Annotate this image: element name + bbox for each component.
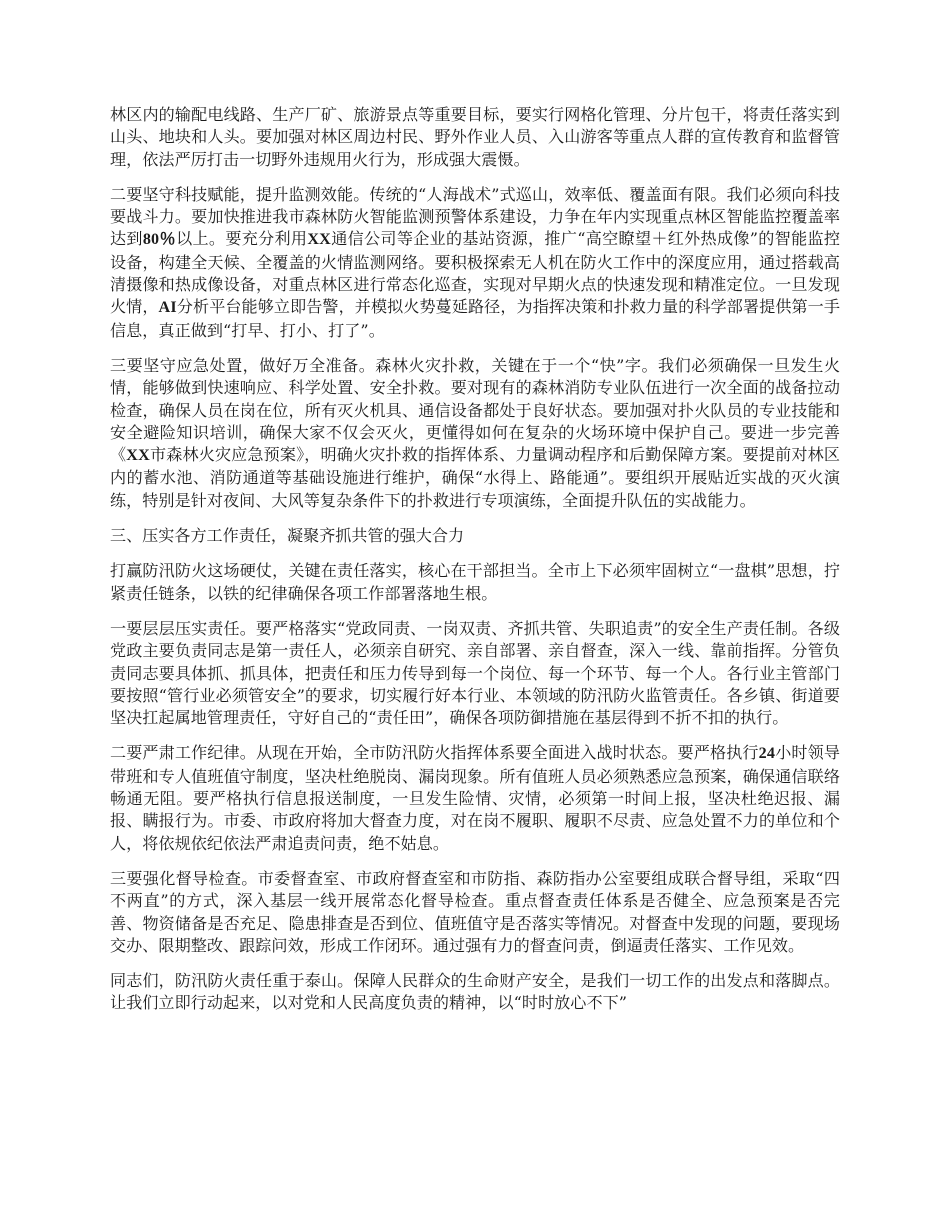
body-paragraph: 三要强化督导检查。市委督查室、市政府督查室和市防指、森防指办公室要组成联合督导组，采取“四不两直”的方式，深入基层一线开展常态化督导检查。重点督查责任体系是否健全、应急预案是否完善、物资储备是否充足、隐患排查是否到位、值班值守是否落实等情况。对督查中发现的问题，要现场交办、限期整改、跟踪问效，形成工作闭环。通过强有力的督查问责，倒逼责任落实、工作见效。: [110, 868, 840, 955]
body-paragraph: 打赢防汛防火这场硬仗，关键在责任落实，核心在干部担当。全市上下必须牢固树立“一盘棋”思想，拧紧责任链条，以铁的纪律确保各项工作部署落地生根。: [110, 561, 840, 603]
body-paragraph: 一要层层压实责任。要严格落实“党政同责、一岗双责、齐抓共管、失职追责”的安全生产责任制。各级党政主要负责同志是第一责任人，必须亲自研究、亲自部署、亲自督查，深入一线、靠前指挥。分管负责同志要具体抓、抓具体，把责任和压力传导到每一个岗位、每一个环节、每一个人。各行业主管部门要按照“管行业必须管安全”的要求，切实履行好本行业、本领域的防汛防火监管责任。各乡镇、街道要坚决扛起属地管理责任，守好自己的“责任田”，确保各项防御措施在基层得到不折不扣的执行。: [110, 618, 840, 728]
body-paragraph: 林区内的输配电线路、生产厂矿、旅游景点等重要目标，要实行网格化管理、分片包干，将责任落实到山头、地块和人头。要加强对林区周边村民、野外作业人员、入山游客等重点人群的宣传教育和监督管理，依法严厉打击一切野外违规用火行为，形成强大震慑。: [110, 105, 840, 169]
section-heading: 三、压实各方工作责任，凝聚齐抓共管的强大合力: [110, 526, 465, 546]
latin-run: XX: [126, 447, 150, 465]
latin-run: AI: [158, 299, 177, 317]
body-paragraph: 二要坚守科技赋能，提升监测效能。传统的“人海战术”式巡山，效率低、覆盖面有限。我们必须向科技要战斗力。要加快推进我市森林防火智能监测预警体系建设，力争在年内实现重点林区智能监控覆盖率达到80％以上。要充分利用XX通信公司等企业的基站资源，推广“高空瞭望＋红外热成像”的智能监控设备，构建全天候、全覆盖的火情监测网络。要积极探索无人机在防火工作中的深度应用，通过搭载高清摄像和热成像设备，对重点林区进行常态化巡查，实现对早期火点的快速发现和精准定位。一旦发现火情，AI分析平台能够立即告警，并模拟火势蔓延路径，为指挥决策和扑救力量的科学部署提供第一手信息，真正做到“打早、打小、打了”。: [110, 184, 841, 340]
latin-run: 24: [758, 745, 776, 763]
latin-run: XX: [307, 231, 331, 249]
body-paragraph: 同志们，防汛防火责任重于泰山。保障人民群众的生命财产安全，是我们一切工作的出发点和落脚点。让我们立即行动起来，以对党和人民高度负责的精神，以“时时放心不下”: [110, 971, 840, 1013]
body-paragraph: 二要严肃工作纪律。从现在开始，全市防汛防火指挥体系要全面进入战时状态。要严格执行24小时领导带班和专人值班值守制度，坚决杜绝脱岗、漏岗现象。所有值班人员必须熟悉应急预案，确保通信联络畅通无阻。要严格执行信息报送制度，一旦发生险情、灾情，必须第一时间上报，坚决杜绝迟报、漏报、瞒报行为。市委、市政府将加大督查力度，对在岗不履职、履职不尽责、应急处置不力的单位和个人，将依规依纪依法严肃追责问责，绝不姑息。: [110, 743, 841, 853]
latin-run: 80％: [142, 231, 177, 249]
document-body: [110, 104, 840, 1015]
body-paragraph: 三要坚守应急处置，做好万全准备。森林火灾扑救，关键在于一个“快”字。我们必须确保一旦发生火情，能够做到快速响应、科学处置、安全扑救。要对现有的森林消防专业队伍进行一次全面的战备拉动检查，确保人员在岗在位，所有灭火机具、通信设备都处于良好状态。要加强对扑火队员的专业技能和安全避险知识培训，确保大家不仅会灭火，更懂得如何在复杂的火场环境中保护自己。要进一步完善《XX市森林火灾应急预案》，明确火灾扑救的指挥体系、力量调动程序和后勤保障方案。要提前对林区内的蓄水池、消防通道等基础设施进行维护，确保“水得上、路能通”。要组织开展贴近实战的灭火演练，特别是针对夜间、大风等复杂条件下的扑救进行专项演练，全面提升队伍的实战能力。: [110, 355, 840, 510]
